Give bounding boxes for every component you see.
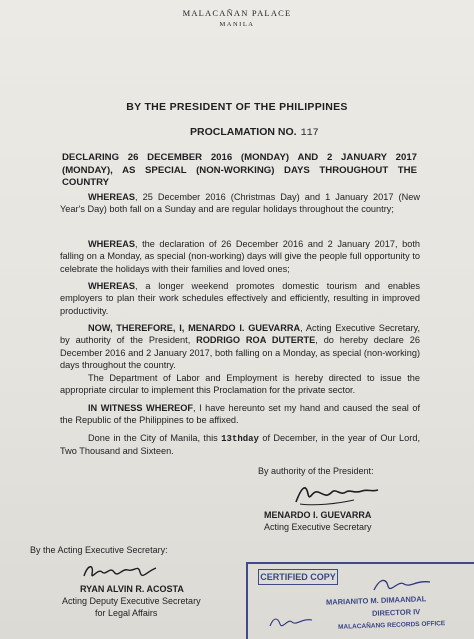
dole-clause [60, 372, 420, 397]
whereas-clause-1 [60, 191, 420, 216]
stamp-officer-title: DIRECTOR IV [371, 607, 421, 618]
whereas-3-text: , a longer weekend promotes domestic tourism and enables employers to plan their work schedules effectively and efficiently, resulting in improved productivity. [60, 281, 420, 316]
president-name: RODRIGO ROA DUTERTE [196, 335, 316, 346]
witness-clause [60, 402, 420, 427]
whereas-1-lead: WHEREAS [88, 192, 135, 202]
stamp-office: MALACAÑANG RECORDS OFFICE [337, 620, 446, 631]
therefore-tail: , do hereby declare 26 December 2016 and 2 January 2017, both falling on a Monday, as special (non-working) days throughout the country. [60, 335, 420, 371]
therefore-mid: , Acting Executive Secretary, by authority of the President, [60, 323, 420, 346]
signatory-title: Acting Executive Secretary [264, 522, 372, 532]
by-acting-label: By the Acting Executive Secretary: [30, 545, 168, 555]
letterhead-palace: MALACAÑAN PALACE [182, 8, 292, 18]
deputy-name: RYAN ALVIN R. ACOSTA [80, 584, 184, 594]
whereas-clause-3 [60, 280, 420, 317]
whereas-3-lead: WHEREAS [88, 281, 135, 291]
certified-copy-stamp: CERTIFIED COPY [258, 569, 338, 585]
guevarra-signature [292, 480, 382, 508]
letterhead-city: MANILA [219, 21, 255, 28]
signatory-name: MENARDO I. GUEVARRA [264, 510, 372, 520]
whereas-clause-2 [60, 238, 420, 275]
whereas-2-text: , the declaration of 26 December 2016 and 2 January 2017, both falling on a Monday, as special (non-working) days will give the people full opportunity to celebrate the holidays with their families and loved ones; [60, 239, 420, 274]
done-clause [60, 432, 420, 458]
proclamation-label: PROCLAMATION NO. [190, 126, 297, 138]
witness-lead: IN WITNESS WHEREOF [88, 403, 194, 413]
therefore-lead: NOW, THEREFORE, I, MENARDO I. GUEVARRA [88, 323, 301, 333]
done-post: of December, in the year of Our Lord, Two Thousand and Sixteen. [60, 433, 421, 457]
done-pre: Done in the City of Manila, this [88, 433, 222, 443]
stamp-date-scribble [268, 612, 314, 632]
stamp-officer-name: MARIANITO M. DIMAANDAL [325, 594, 427, 607]
proclamation-no: 117 [300, 128, 319, 139]
witness-text: , I have hereunto set my hand and caused the seal of the Republic of the Philippines to be affixed. [60, 403, 421, 426]
done-day: 13thday [221, 434, 259, 444]
deputy-title-2: for Legal Affairs [95, 608, 158, 618]
whereas-1-text: , 25 December 2016 (Christmas Day) and 1 January 2017 (New Year's Day) both fall on a Sunday and are regular holidays throughout the country; [60, 192, 420, 215]
proclamation-number [190, 126, 319, 139]
by-authority-label: By authority of the President: [258, 466, 374, 476]
therefore-clause [60, 322, 420, 372]
document-title: BY THE PRESIDENT OF THE PHILIPPINES [126, 101, 348, 113]
deputy-title-1: Acting Deputy Executive Secretary [62, 596, 201, 606]
acosta-signature [80, 558, 160, 584]
stamp-signature [372, 574, 432, 596]
declaring-clause: DECLARING 26 DECEMBER 2016 (MONDAY) AND 2 JANUARY 2017 (MONDAY), AS SPECIAL (NON-WORKING) DAYS THROUGHOUT THE COUNTRY [62, 152, 417, 188]
whereas-2-lead: WHEREAS [88, 239, 135, 249]
dole-text: The Department of Labor and Employment is hereby directed to issue the appropriate circular to implement this Proclamation for the private sector. [60, 373, 420, 396]
